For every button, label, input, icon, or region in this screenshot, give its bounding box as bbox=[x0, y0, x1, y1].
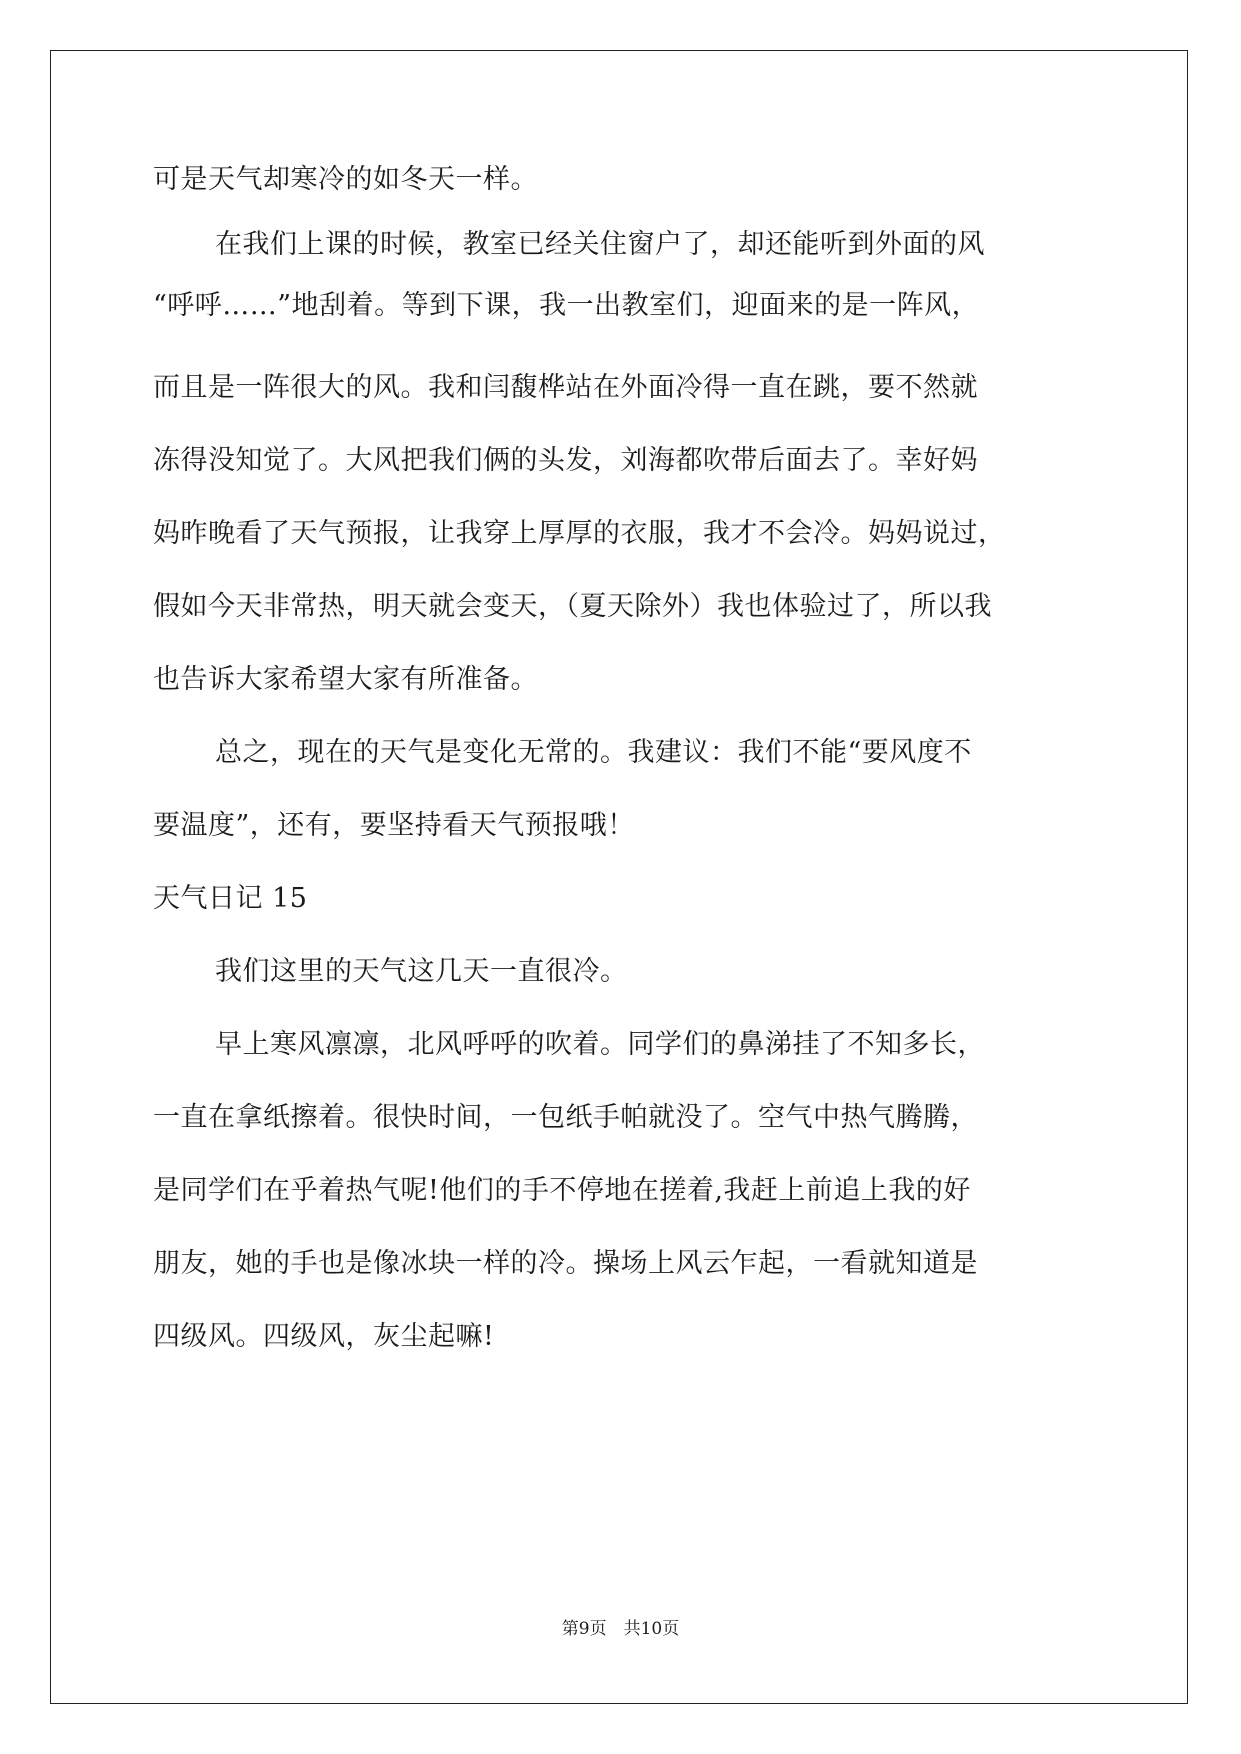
page-number: 第9页 共10页 bbox=[561, 1619, 680, 1639]
body-text-line: “呼呼……”地刮着。等到下课，我一出教室们，迎面来的是一阵风， bbox=[153, 290, 980, 321]
body-text-line: 冻得没知觉了。大风把我们俩的头发，刘海都吹带后面去了。幸好妈 bbox=[153, 445, 978, 476]
body-text-line: 我们这里的天气这几天一直很冷。 bbox=[215, 956, 628, 987]
body-text-line: 朋友，她的手也是像冰块一样的冷。操场上风云乍起，一看就知道是 bbox=[153, 1248, 978, 1279]
body-text-line: 是同学们在乎着热气呢!他们的手不停地在搓着,我赶上前追上我的好 bbox=[153, 1175, 971, 1206]
body-text-line: 妈昨晚看了天气预报，让我穿上厚厚的衣服，我才不会冷。妈妈说过， bbox=[153, 518, 1006, 549]
body-text-line: 四级风。四级风，灰尘起嘛! bbox=[153, 1321, 495, 1352]
body-text-line: 可是天气却寒冷的如冬天一样。 bbox=[153, 164, 538, 195]
body-text-line: 而且是一阵很大的风。我和闫馥桦站在外面冷得一直在跳，要不然就 bbox=[153, 372, 978, 403]
body-text-line: 在我们上课的时候，教室已经关住窗户了，却还能听到外面的风 bbox=[215, 229, 985, 260]
body-text-line: 要温度”，还有，要坚持看天气预报哦！ bbox=[153, 810, 635, 841]
body-text-line: 早上寒风凛凛，北风呼呼的吹着。同学们的鼻涕挂了不知多长， bbox=[215, 1029, 985, 1060]
body-text-line: 一直在拿纸擦着。很快时间，一包纸手帕就没了。空气中热气腾腾， bbox=[153, 1102, 978, 1133]
body-text-line: 也告诉大家希望大家有所准备。 bbox=[153, 664, 538, 695]
body-text-line: 假如今天非常热，明天就会变天，（夏天除外）我也体验过了，所以我 bbox=[153, 591, 992, 622]
body-text-line: 总之，现在的天气是变化无常的。我建议：我们不能“要风度不 bbox=[215, 737, 972, 768]
section-heading: 天气日记 15 bbox=[153, 883, 308, 914]
